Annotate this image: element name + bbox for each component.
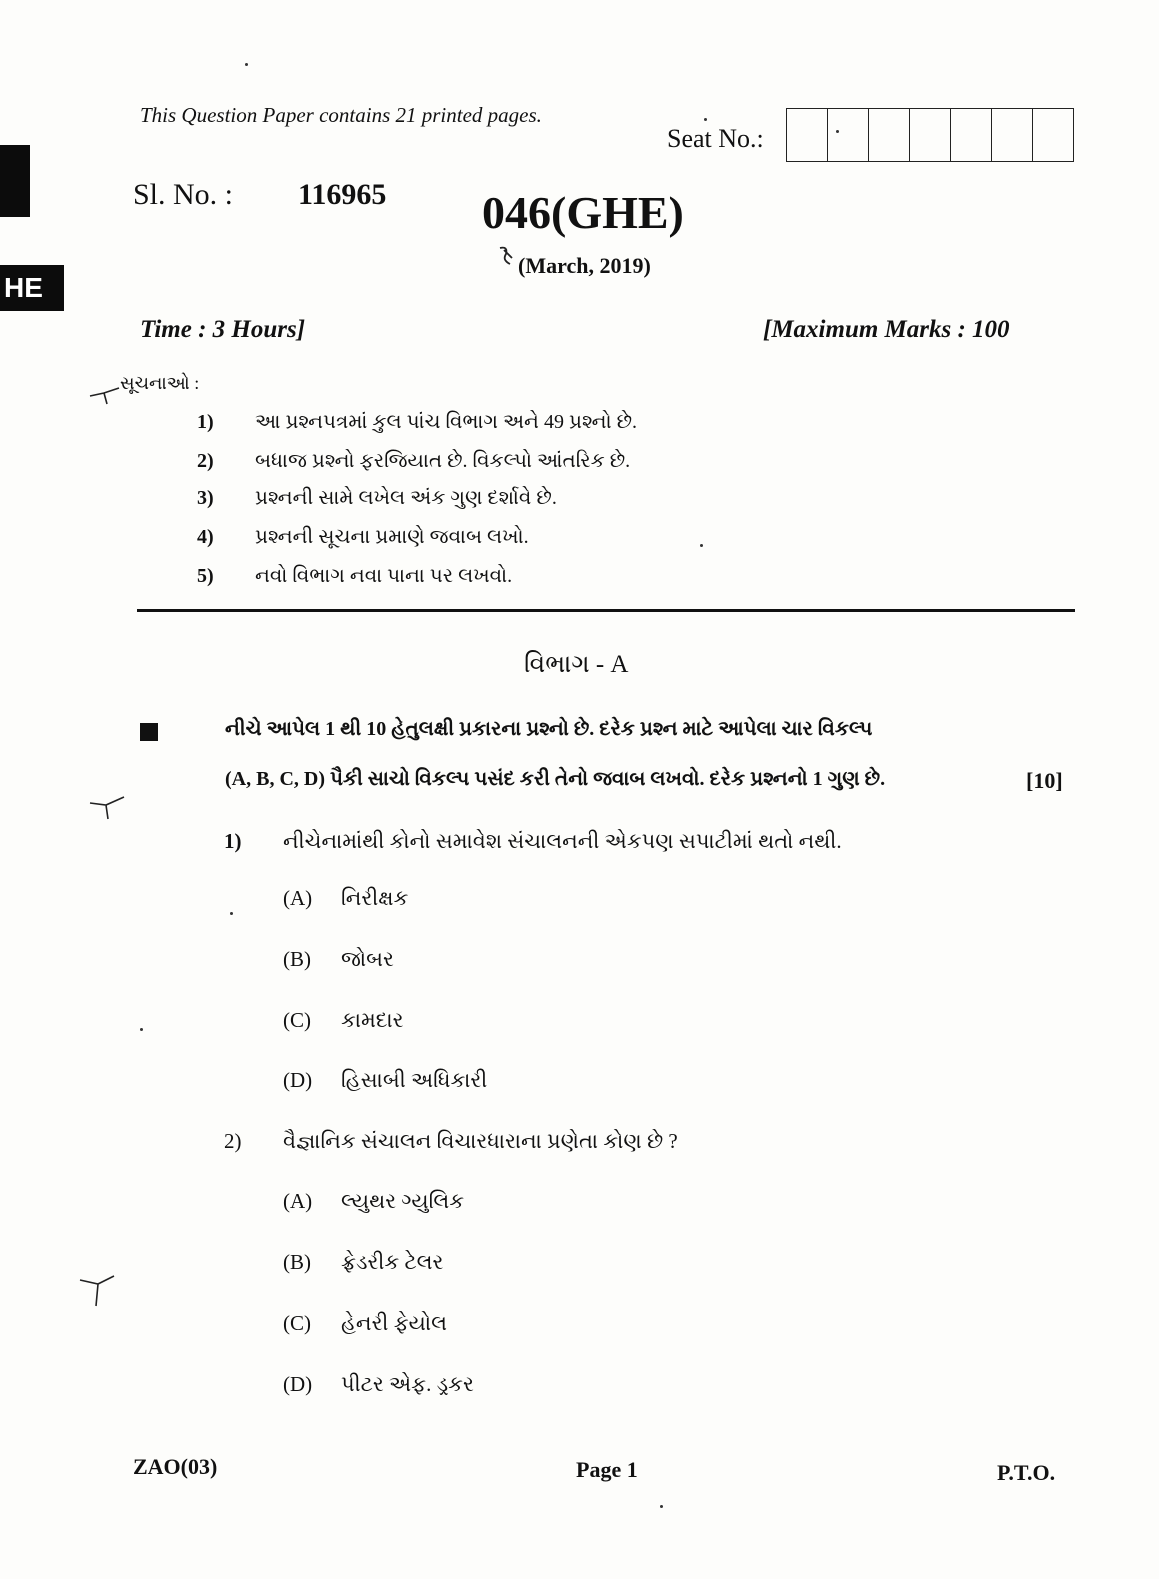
instruction-text: બધાજ પ્રશ્નો ફરજિયાત છે. વિકલ્પો આંતરિક છે. (255, 450, 631, 472)
answer-option (283, 1250, 443, 1275)
option-label: (A) (283, 886, 313, 910)
instruction-item (197, 487, 557, 510)
seat-number-boxes[interactable] (786, 108, 1074, 162)
seat-number-label: Seat No.: (667, 124, 764, 153)
instruction-text: આ પ્રશ્નપત્રમાં કુલ પાંચ વિભાગ અને 49 પ્રશ્નો છે. (255, 411, 638, 433)
pages-note: This Question Paper contains 21 printed pages. (140, 103, 542, 127)
answer-option (283, 1008, 404, 1033)
section-directive-line-1: નીચે આપેલ 1 થી 10 હેતુલક્ષી પ્રકારના પ્રશ્નો છે. દરેક પ્રશ્ન માટે આપેલા ચાર વિકલ્પ (225, 718, 873, 740)
seat-digit-box[interactable] (951, 109, 992, 161)
option-label: (B) (283, 1250, 311, 1274)
maximum-marks: [Maximum Marks : 100 (763, 316, 1010, 343)
option-label: (C) (283, 1008, 311, 1032)
instruction-item (197, 450, 630, 473)
section-marks: [10] (1026, 768, 1063, 793)
instruction-text: પ્રશ્નની સૂચના પ્રમાણે જવાબ લખો. (255, 526, 529, 548)
scan-speck (660, 1505, 663, 1508)
question-text: વૈજ્ઞાનિક સંચાલન વિચારધારાના પ્રણેતા કોણ છે ? (283, 1129, 678, 1153)
section-directive-line-2: (A, B, C, D) પૈકી સાચો વિકલ્પ પસંદ કરી તેનો જવાબ લખવો. દરેક પ્રશ્નનો 1 ગુણ છે. (225, 768, 886, 790)
option-label: (D) (283, 1068, 313, 1092)
question-number: 1) (224, 829, 242, 853)
option-text: કામદાર (341, 1008, 404, 1032)
serial-number: 116965 (298, 178, 387, 211)
footer-page-number: Page 1 (576, 1457, 638, 1482)
seat-digit-box[interactable] (787, 109, 828, 161)
pen-mark-icon (78, 1274, 118, 1308)
answer-option (283, 1068, 487, 1093)
instruction-number: 2) (197, 450, 214, 472)
exam-session: (March, 2019) (518, 253, 651, 278)
serial-label: Sl. No. : (133, 178, 234, 211)
answer-option (283, 947, 394, 972)
option-text: ફ્રેડરીક ટેલર (341, 1250, 444, 1274)
option-label: (B) (283, 947, 311, 971)
option-label: (A) (283, 1189, 313, 1213)
seat-digit-box[interactable] (1033, 109, 1073, 161)
instruction-item (197, 526, 529, 549)
option-text: હેનરી ફેયોલ (341, 1311, 448, 1335)
scan-glyph-icon (496, 244, 518, 270)
scan-speck (230, 912, 233, 915)
paper-code: 046(GHE) (482, 187, 684, 238)
edge-tab-label: HE (0, 265, 64, 311)
scan-speck (836, 130, 839, 133)
pen-mark-icon (88, 793, 128, 821)
scan-speck (245, 63, 248, 66)
option-label: (C) (283, 1311, 311, 1335)
answer-option (283, 1372, 474, 1397)
scan-speck (704, 118, 707, 121)
instruction-text: પ્રશ્નની સામે લખેલ અંક ગુણ દર્શાવે છે. (255, 487, 557, 509)
instruction-text: નવો વિભાગ નવા પાના પર લખવો. (255, 565, 513, 587)
option-text: હિસાબી અધિકારી (341, 1068, 488, 1092)
instructions-heading: સૂચનાઓ : (120, 373, 200, 393)
instruction-item (197, 565, 512, 588)
option-text: નિરીક્ષક (341, 886, 409, 910)
instruction-number: 5) (197, 565, 214, 587)
instruction-number: 1) (197, 411, 214, 433)
pen-mark-icon (88, 384, 122, 406)
instruction-number: 3) (197, 487, 214, 509)
option-text: જોબર (341, 947, 394, 971)
seat-digit-box[interactable] (869, 109, 910, 161)
answer-option (283, 1189, 464, 1214)
seat-digit-box[interactable] (828, 109, 869, 161)
seat-digit-box[interactable] (992, 109, 1033, 161)
question-number: 2) (224, 1129, 242, 1153)
square-bullet-icon (140, 723, 158, 741)
section-title: વિભાગ - A (524, 651, 629, 678)
footer-pto: P.T.O. (997, 1460, 1056, 1485)
scan-speck (140, 1028, 143, 1031)
answer-option (283, 886, 408, 911)
section-divider (137, 609, 1075, 612)
option-label: (D) (283, 1372, 313, 1396)
answer-option (283, 1311, 447, 1336)
seat-digit-box[interactable] (910, 109, 951, 161)
scan-speck (700, 544, 703, 547)
option-text: લ્યુથર ગ્યુલિક (341, 1189, 465, 1213)
option-text: પીટર એફ. ડ્રકર (341, 1372, 474, 1396)
instruction-item (197, 411, 637, 434)
instruction-number: 4) (197, 526, 214, 548)
time-allowed: Time : 3 Hours] (140, 316, 306, 343)
edge-tab-bar (0, 145, 30, 217)
question-text: નીચેનામાંથી કોનો સમાવેશ સંચાલનની એકપણ સપાટીમાં થતો નથી. (283, 829, 842, 853)
footer-paper-code: ZAO(03) (133, 1454, 218, 1479)
